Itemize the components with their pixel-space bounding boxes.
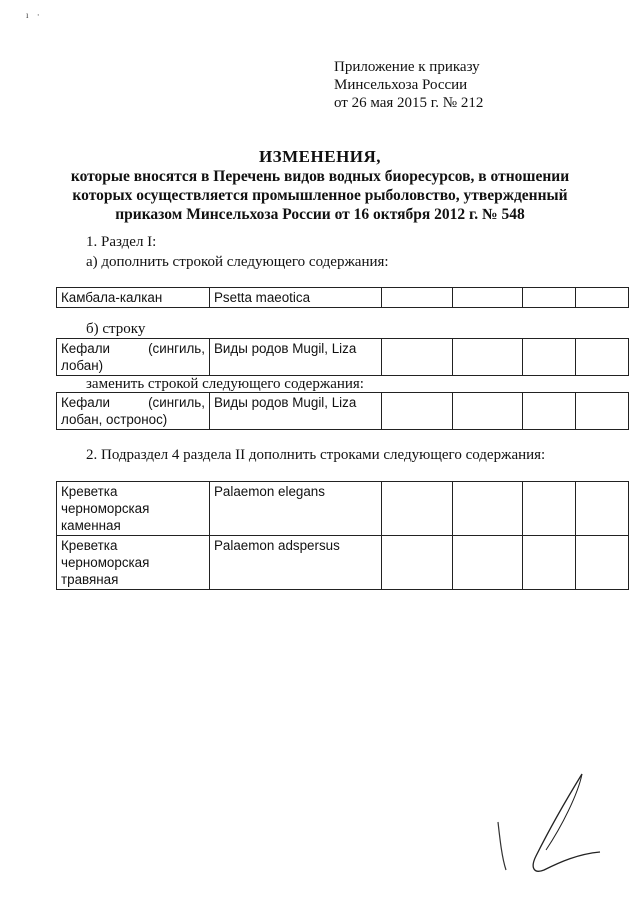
empty-cell	[576, 536, 629, 590]
scan-marks: ı ·	[26, 10, 43, 20]
empty-cell	[453, 339, 523, 376]
appendix-header	[334, 58, 483, 112]
appendix-line-3: от 26 мая 2015 г. № 212	[334, 95, 484, 111]
replace-text: заменить строкой следующего содержания:	[86, 376, 364, 392]
table-row	[57, 339, 629, 376]
empty-cell	[382, 393, 453, 430]
empty-cell	[523, 339, 576, 376]
empty-cell	[576, 339, 629, 376]
empty-cell	[453, 393, 523, 430]
title-line-1: которые вносятся в Перечень видов водных биоресурсов, в отношении	[70, 168, 570, 185]
name-line-2: лобан)	[61, 358, 104, 373]
table-a	[56, 287, 629, 308]
latin-name-cell: Виды родов Mugil, Liza	[210, 339, 382, 376]
table-row	[57, 288, 629, 308]
name-word-2: (сингиль,	[148, 395, 205, 410]
empty-cell	[523, 393, 576, 430]
name-word-2: (сингиль,	[148, 341, 205, 356]
title-line-3: приказом Минсельхоза России от 16 октября 2012 г. № 548	[115, 206, 525, 223]
species-name-cell: Креветка черноморская травяная	[57, 536, 210, 590]
section-1-item-a: а) дополнить строкой следующего содержания:	[86, 254, 389, 270]
empty-cell	[453, 482, 523, 536]
empty-cell	[576, 393, 629, 430]
empty-cell	[382, 536, 453, 590]
species-name-cell	[57, 339, 210, 376]
title-main: ИЗМЕНЕНИЯ,	[258, 147, 382, 166]
section-2-heading: 2. Подраздел 4 раздела II дополнить строками следующего содержания:	[86, 447, 546, 463]
empty-cell	[576, 288, 629, 308]
table-b-old	[56, 338, 629, 376]
latin-name-cell: Palaemon elegans	[210, 482, 382, 536]
empty-cell	[523, 536, 576, 590]
table-2	[56, 481, 629, 590]
empty-cell	[523, 482, 576, 536]
empty-cell	[453, 288, 523, 308]
species-name-cell	[57, 393, 210, 430]
document-title	[40, 147, 600, 224]
appendix-line-1: Приложение к приказу	[334, 59, 480, 75]
table-row	[57, 393, 629, 430]
section-1-item-b: б) строку	[86, 321, 146, 337]
empty-cell	[382, 339, 453, 376]
empty-cell	[382, 482, 453, 536]
title-line-2: которых осуществляется промышленное рыболовство, утвержденный	[72, 187, 568, 204]
latin-name-cell: Psetta maeotica	[210, 288, 382, 308]
table-row	[57, 482, 629, 536]
table-row	[57, 536, 629, 590]
name-word-1: Кефали	[61, 341, 111, 356]
latin-name-cell: Palaemon adspersus	[210, 536, 382, 590]
empty-cell	[523, 288, 576, 308]
species-name-cell: Камбала-калкан	[57, 288, 210, 308]
signature-mark	[496, 770, 606, 880]
table-b-new	[56, 392, 629, 430]
latin-name-cell: Виды родов Mugil, Liza	[210, 393, 382, 430]
name-line-2: лобан, остронос)	[61, 412, 168, 427]
section-1-heading: 1. Раздел I:	[86, 234, 157, 250]
empty-cell	[382, 288, 453, 308]
empty-cell	[576, 482, 629, 536]
species-name-cell: Креветка черноморская каменная	[57, 482, 210, 536]
appendix-line-2: Минсельхоза России	[334, 77, 468, 93]
empty-cell	[453, 536, 523, 590]
name-word-1: Кефали	[61, 395, 111, 410]
